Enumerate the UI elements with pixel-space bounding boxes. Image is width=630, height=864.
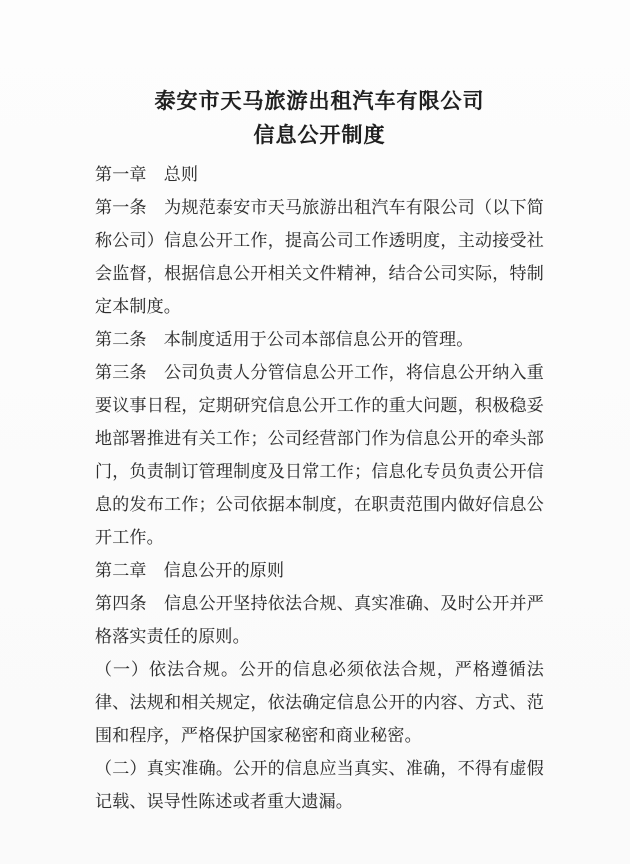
paragraph-chapter: 第一章 总则 — [95, 165, 199, 184]
paragraph-article: 第三条 公司负责人分管信息公开工作，将信息公开纳入重要议事日程，定期研究信息公开工作的重大问题，积极稳妥地部署推进有关工作；公司经营部门作为信息公开的牵头部门，负责制订管理制度及日常工作；信息化专员负责公开信息的发布工作；公司依据本制度，在职责范围内做好信息公开工作。 — [95, 363, 544, 547]
paragraph-item: （一）依法合规。公开的信息必须依法合规，严格遵循法律、法规和相关规定，依法确定信息公开的内容、方式、范围和程序，严格保护国家秘密和商业秘密。 — [95, 660, 544, 745]
paragraph-chapter: 第二章 信息公开的原则 — [95, 561, 285, 580]
paragraph-article: 第四条 信息公开坚持依法合规、真实准确、及时公开并严格落实责任的原则。 — [95, 594, 544, 646]
paragraph-article: 第一条 为规范泰安市天马旅游出租汽车有限公司（以下简称公司）信息公开工作，提高公司工作透明度，主动接受社会监督，根据信息公开相关文件精神，结合公司实际，特制定本制度。 — [95, 198, 544, 316]
document-title — [95, 84, 544, 152]
paragraph-article: 第二条 本制度适用于公司本部信息公开的管理。 — [95, 330, 474, 349]
document-title-line2: 信息公开制度 — [253, 123, 386, 147]
paragraph-item: （二）真实准确。公开的信息应当真实、准确，不得有虚假记载、误导性陈述或者重大遗漏。 — [95, 759, 544, 811]
document-body — [95, 158, 544, 818]
document-title-line1: 泰安市天马旅游出租汽车有限公司 — [154, 89, 485, 113]
